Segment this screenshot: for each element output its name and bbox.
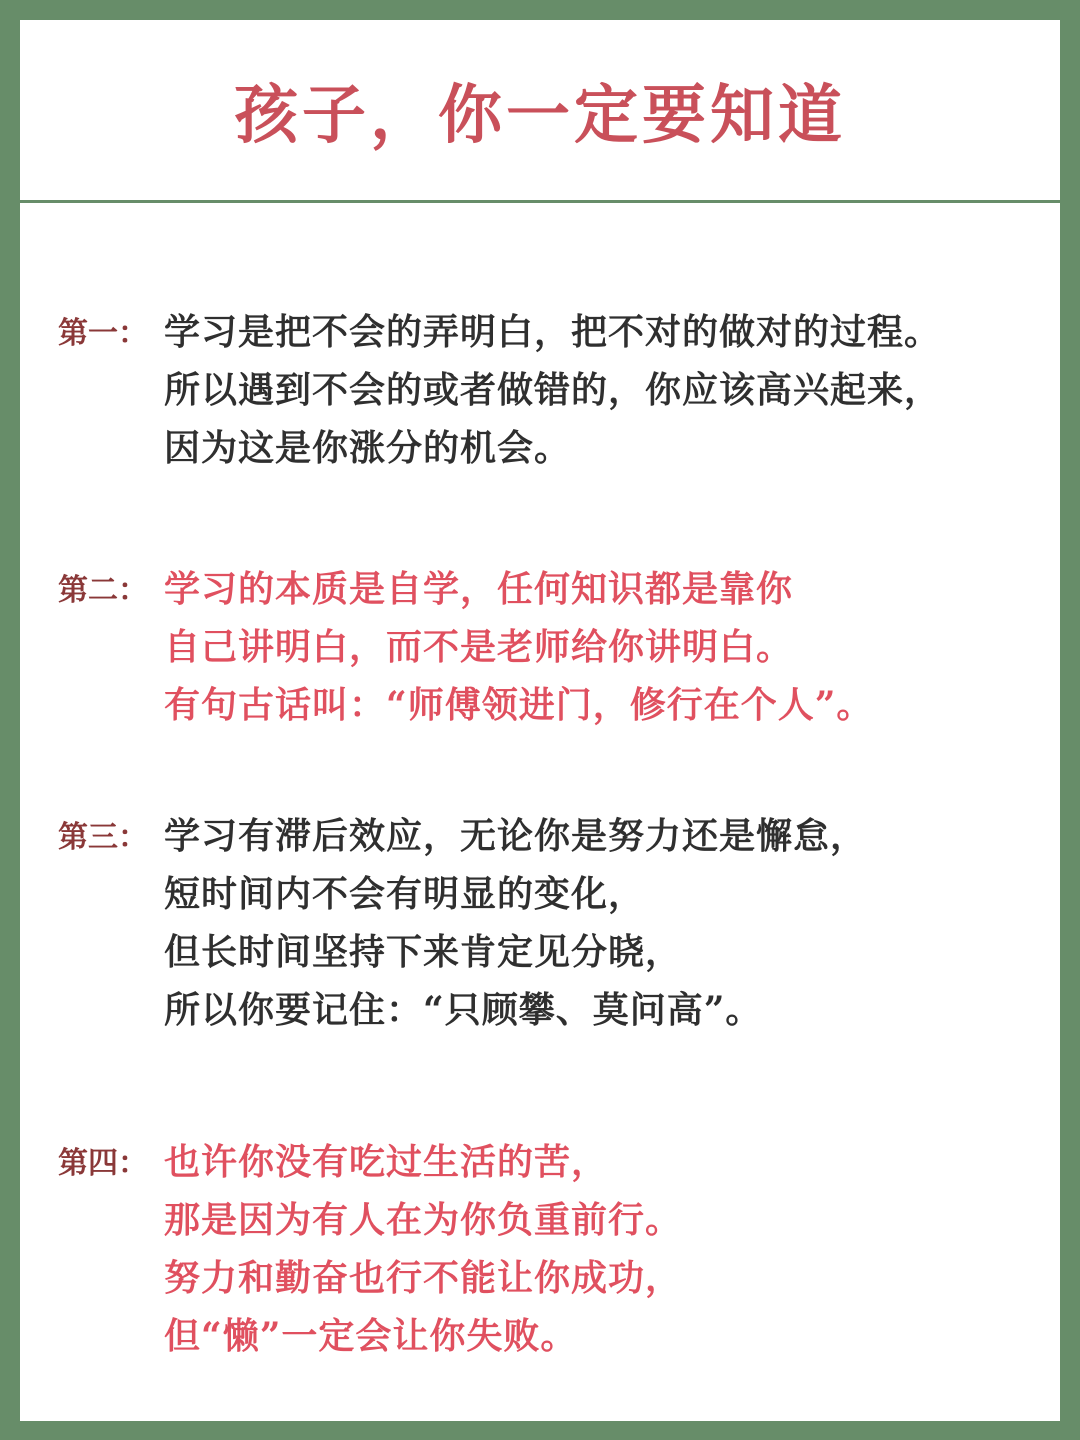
point-label: 第一： bbox=[58, 316, 148, 351]
text-line: 有句古话叫：“师傅领进门，修行在个人”。 bbox=[164, 684, 874, 726]
text-line: 因为这是你涨分的机会。 bbox=[164, 427, 572, 469]
content-card bbox=[20, 20, 1060, 1421]
text-line: 学习有滞后效应，无论你是努力还是懈怠， bbox=[164, 815, 868, 857]
point-text bbox=[164, 1133, 682, 1365]
point-label: 第四： bbox=[58, 1146, 148, 1181]
point-label: 第二： bbox=[58, 573, 148, 608]
point-text bbox=[164, 807, 867, 1039]
header bbox=[20, 20, 1060, 203]
point-3 bbox=[58, 807, 1058, 1039]
point-text bbox=[164, 303, 941, 477]
text-line: 但长时间坚持下来肯定见分晓， bbox=[164, 931, 683, 973]
point-label: 第三： bbox=[58, 820, 148, 855]
point-4 bbox=[58, 1133, 1058, 1365]
page-title: 孩子，你一定要知道 bbox=[234, 78, 846, 153]
text-line: 学习是把不会的弄明白，把不对的做对的过程。 bbox=[164, 311, 942, 353]
text-line: 所以你要记住：“只顾攀、莫问高”。 bbox=[164, 989, 763, 1031]
point-2 bbox=[58, 560, 1058, 734]
text-line: 学习的本质是自学，任何知识都是靠你 bbox=[164, 568, 794, 610]
text-line: 也许你没有吃过生活的苦， bbox=[164, 1141, 609, 1183]
point-text bbox=[164, 560, 873, 734]
text-line: 努力和勤奋也行不能让你成功， bbox=[164, 1257, 683, 1299]
text-line: 那是因为有人在为你负重前行。 bbox=[164, 1199, 683, 1241]
text-line: 自己讲明白，而不是老师给你讲明白。 bbox=[164, 626, 794, 668]
point-1 bbox=[58, 303, 1058, 477]
text-line: 但“懒”一定会让你失败。 bbox=[164, 1315, 578, 1357]
text-line: 所以遇到不会的或者做错的，你应该高兴起来， bbox=[164, 369, 942, 411]
text-line: 短时间内不会有明显的变化， bbox=[164, 873, 646, 915]
